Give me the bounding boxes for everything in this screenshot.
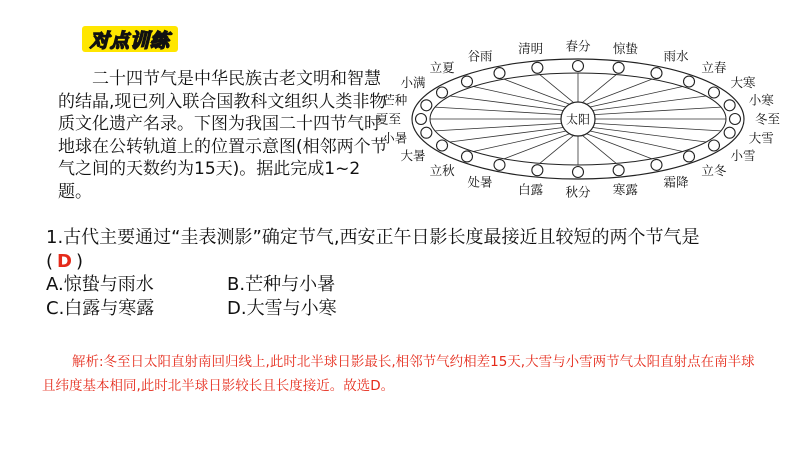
earth-position-dot: [421, 100, 432, 111]
solar-term-label: 雨水: [663, 48, 689, 64]
earth-position-dot: [421, 127, 432, 138]
earth-position-dot: [730, 114, 741, 125]
solar-term-label: 小暑: [382, 130, 408, 146]
earth-position-dot: [532, 165, 543, 176]
answer-options: [46, 273, 408, 321]
intro-paragraph: 二十四节气是中华民族古老文明和智慧的结晶,现已列入联合国教科文组织人类非物质文化遗产名录。下图为我国二十四节气时地球在公转轨道上的位置示意图(相邻两个节气之间的天数约为15天)。据此完成1~2题。: [58, 69, 388, 202]
orbit-spoke: [540, 75, 574, 103]
orbit-spoke: [582, 135, 616, 163]
solar-term-label: 白露: [518, 182, 544, 198]
orbit-spoke: [473, 131, 566, 152]
solar-term-label: 小满: [400, 75, 426, 90]
solar-term-label: 立秋: [429, 163, 455, 179]
earth-position-dot: [573, 167, 584, 178]
solar-term-label: 立夏: [429, 59, 455, 75]
option-b[interactable]: B.芒种与小暑: [227, 274, 336, 295]
solar-terms-orbit-diagram: [375, 28, 794, 206]
solar-term-label: 大寒: [730, 75, 756, 90]
orbit-spoke: [450, 96, 563, 111]
solar-term-label: 芒种: [382, 92, 408, 108]
answer-letter: D: [57, 251, 72, 272]
earth-position-dot: [724, 127, 735, 138]
earth-position-dot: [708, 87, 719, 98]
orbit-spoke: [593, 96, 706, 111]
option-c[interactable]: C.白露与寒露: [46, 298, 155, 319]
earth-position-dot: [494, 159, 505, 170]
earth-position-dot: [437, 140, 448, 151]
earth-position-dot: [724, 100, 735, 111]
solar-term-label: 立春: [701, 59, 727, 75]
solar-term-label: 冬至: [755, 111, 781, 127]
orbit-spoke: [450, 128, 563, 143]
solar-term-label: 小寒: [748, 92, 774, 108]
solar-term-label: 立冬: [701, 163, 727, 179]
question-stem: 1.古代主要通过“圭表测影”确定节气,西安正午日影长度最接近且较短的两个节气是: [46, 227, 700, 248]
earth-position-dot: [613, 62, 624, 73]
earth-position-dot: [684, 76, 695, 87]
solar-term-label: 清明: [518, 40, 544, 56]
solar-term-label: 霜降: [663, 174, 689, 190]
solar-term-label: 春分: [565, 38, 591, 54]
solar-term-label: 小雪: [730, 148, 756, 163]
earth-position-dot: [532, 62, 543, 73]
orbit-spoke: [473, 86, 566, 107]
earth-position-dot: [613, 165, 624, 176]
exercise-badge: 对点训练: [82, 26, 178, 52]
earth-position-dot: [708, 140, 719, 151]
paren-open: (: [46, 251, 54, 272]
solar-term-label: 大暑: [400, 148, 426, 163]
earth-position-dot: [461, 76, 472, 87]
earth-position-dot: [416, 114, 427, 125]
orbit-spoke: [593, 128, 706, 143]
orbit-spoke: [590, 86, 683, 107]
solar-term-label: 秋分: [565, 184, 591, 200]
analysis-text: 解析:冬至日太阳直射南回归线上,此时北半球日影最长,相邻节气约相差15天,大雪与小雪两节气太阳直射点在南半球且纬度基本相同,此时北半球日影较长且长度接近。故选D。: [42, 354, 755, 394]
question-1: [46, 226, 766, 274]
option-d[interactable]: D.大雪与小寒: [227, 298, 337, 319]
solar-term-label: 处暑: [467, 174, 493, 190]
solar-term-label: 谷雨: [467, 48, 493, 64]
solar-term-label: 惊蛰: [612, 40, 638, 56]
solar-term-label: 夏至: [375, 111, 401, 127]
earth-position-dot: [684, 151, 695, 162]
earth-position-dot: [651, 68, 662, 79]
earth-position-dot: [461, 151, 472, 162]
solar-term-label: 寒露: [612, 182, 638, 198]
earth-position-dot: [651, 159, 662, 170]
orbit-spoke: [590, 131, 683, 152]
earth-position-dot: [437, 87, 448, 98]
orbit-spoke: [582, 75, 616, 103]
solar-term-label: 大雪: [748, 130, 774, 146]
paren-close: ): [75, 251, 84, 272]
orbit-spoke: [540, 135, 574, 163]
sun-label: 太阳: [565, 112, 591, 127]
earth-position-dot: [573, 61, 584, 72]
earth-position-dot: [494, 68, 505, 79]
option-a[interactable]: A.惊蛰与雨水: [46, 274, 154, 295]
